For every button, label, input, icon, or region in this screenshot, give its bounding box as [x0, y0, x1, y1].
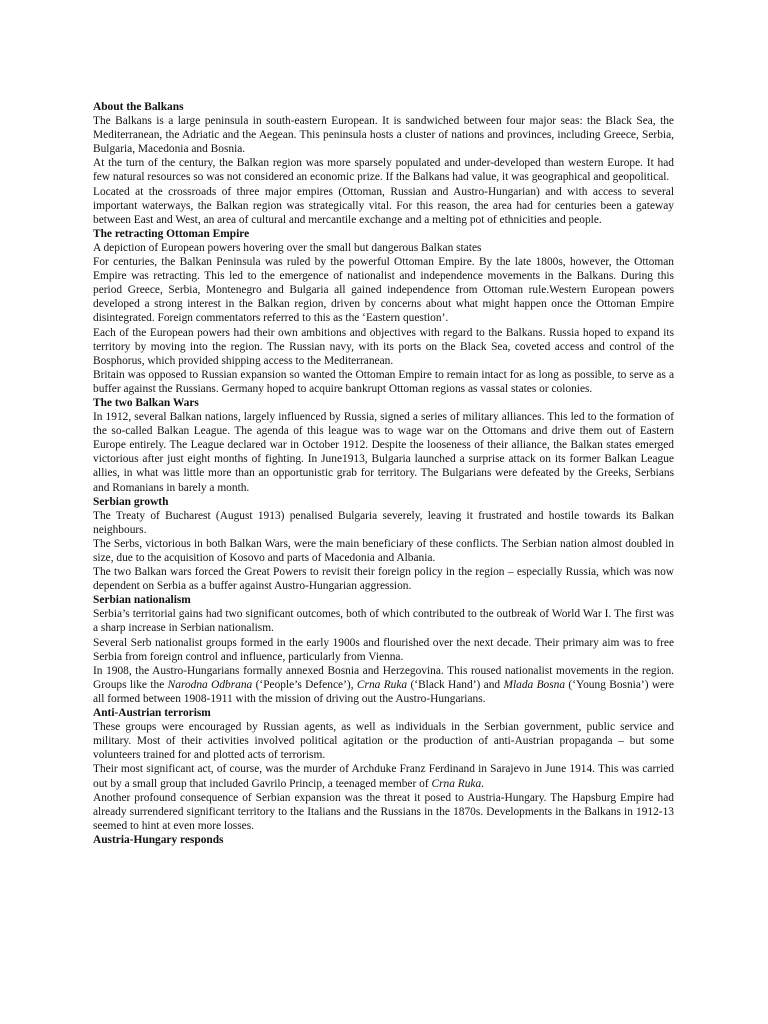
- paragraph-annexation: [93, 664, 674, 706]
- paragraph: The Balkans is a large peninsula in south-eastern European. It is sandwiched between four major seas: the Black Sea, the Mediterranean, the Adriatic and the Aegean. This peninsula hosts a cluster of nations and provinces, including Greece, Serbia, Bulgaria, Macedonia and Bosnia.: [93, 115, 674, 156]
- group-name-crna-ruka: Crna Ruka: [356, 678, 408, 691]
- paragraph: Britain was opposed to Russian expansion so wanted the Ottoman Empire to remain intact for as long as possible, to serve as a buffer against the Russians. Germany hoped to acquire bankrupt Ottoman regions as vassal states or colonies.: [93, 368, 674, 395]
- text-run: Their most significant act, of course, was the murder of Archduke Franz Ferdinand in Sarajevo in June 1914. This was carried out by a small group that included Gavrilo Princip, a teenaged member of: [93, 763, 674, 790]
- group-name-mlada-bosna: Mlada Bosna: [503, 678, 566, 691]
- paragraph: Each of the European powers had their own ambitions and objectives with regard to the Balkans. Russia hoped to expand its territory by moving into the region. The Russian navy, with its ports on the Black Sea, coveted access and control of the Bosphorus, which provided shipping access to the Mediterranean.: [93, 326, 674, 367]
- paragraph: In 1912, several Balkan nations, largely influenced by Russia, signed a series of military alliances. This led to the formation of the so-called Balkan League. The agenda of this league was to wage war on the Ottomans and drive them out of Eastern Europe entirely. The League declared war in October 1912. Despite the looseness of their alliance, the Balkan states emerged victorious after just eight months of fighting. In June1913, Bulgaria launched a surprise attack on its former Balkan League allies, in what was little more than an opportunistic grab for territory. The Bulgarians were defeated by the Greeks, Serbians and Romanians in barely a month.: [93, 411, 674, 494]
- paragraph: Located at the crossroads of three major empires (Ottoman, Russian and Austro-Hungarian) and with access to several important waterways, the Balkan region was strategically vital. For this reason, the area had for centuries been a gateway between East and West, an area of cultural and mercantile exchange and a melting pot of ethnicities and people.: [93, 185, 674, 226]
- heading-serbian-nationalism: Serbian nationalism: [93, 594, 191, 607]
- heading-about-balkans: About the Balkans: [93, 101, 184, 113]
- group-name-crna-ruka: Crna Ruka: [431, 777, 482, 790]
- paragraph: Another profound consequence of Serbian expansion was the threat it posed to Austria-Hungary. The Hapsburg Empire had already surrendered significant territory to the Italians and the Russians in the 1870s. Developments in the Balkans in 1912-13 seemed to hint at even more losses.: [93, 791, 674, 832]
- paragraph: Several Serb nationalist groups formed in the early 1900s and flourished over the next decade. Their primary aim was to free Serbia from foreign control and influence, particularly from Vienna.: [93, 636, 674, 663]
- text-run: (‘Black Hand’) and: [407, 678, 504, 691]
- caption-paragraph: A depiction of European powers hovering over the small but dangerous Balkan states: [93, 241, 482, 254]
- paragraph: The two Balkan wars forced the Great Powers to revisit their foreign policy in the region – especially Russia, which was now dependent on Serbia as a buffer against Austro-Hungarian aggression.: [93, 566, 674, 593]
- text-run: (‘People’s Defence’),: [252, 678, 357, 691]
- paragraph: At the turn of the century, the Balkan region was more sparsely populated and under-developed than western Europe. It had few natural resources so was not considered an economic prize. If the Balkans had value, it was geographical and geopolitical.: [93, 157, 674, 184]
- paragraph: The Serbs, victorious in both Balkan Wars, were the main beneficiary of these conflicts. The Serbian nation almost doubled in size, due to the acquisition of Kosovo and parts of Macedonia and Albania.: [93, 537, 674, 564]
- paragraph-murder: [93, 762, 674, 790]
- paragraph: The Treaty of Bucharest (August 1913) penalised Bulgaria severely, leaving it frustrated and hostile towards its Balkan neighbours.: [93, 509, 674, 536]
- heading-retracting-ottoman-empire: The retracting Ottoman Empire: [93, 227, 250, 240]
- paragraph: For centuries, the Balkan Peninsula was ruled by the powerful Ottoman Empire. By the late 1800s, however, the Ottoman Empire was retracting. This led to the emergence of nationalist and independence movements in the Balkans. During this period Greece, Serbia, Montenegro and Bulgaria all gained independence from Ottoman rule.Western European powers developed a strong interest in the Balkan region, driven by concerns about what might happen once the Ottoman Empire disintegrated. Foreign commentators referred to this as the ‘Eastern question’.: [93, 256, 674, 325]
- heading-two-balkan-wars: The two Balkan Wars: [93, 396, 199, 409]
- paragraph: Serbia’s territorial gains had two significant outcomes, both of which contributed to the outbreak of World War I. The first was a sharp increase in Serbian nationalism.: [93, 608, 674, 635]
- text-run: In 1908, the Austro-Hungarians formally annexed Bosnia and Herzegovina. This roused nationalist movements in the region. Groups like the: [93, 664, 674, 691]
- group-name-narodna-odbrana: Narodna Odbrana: [167, 678, 253, 691]
- heading-anti-austrian-terrorism: Anti-Austrian terrorism: [93, 707, 211, 720]
- document-body: [93, 100, 674, 847]
- text-run: (‘Young Bosnia’) were all formed between 1908-1911 with the mission of driving out the Austro-Hungarians.: [93, 678, 674, 705]
- text-run: .: [481, 777, 485, 790]
- paragraph: These groups were encouraged by Russian agents, as well as individuals in the Serbian government, public service and military. Most of their activities involved political agitation or the production of anti-Austrian propaganda – but some volunteers trained for and plotted acts of terrorism.: [93, 721, 674, 762]
- heading-austria-hungary-responds: Austria-Hungary responds: [93, 833, 224, 846]
- heading-serbian-growth: Serbian growth: [93, 495, 169, 508]
